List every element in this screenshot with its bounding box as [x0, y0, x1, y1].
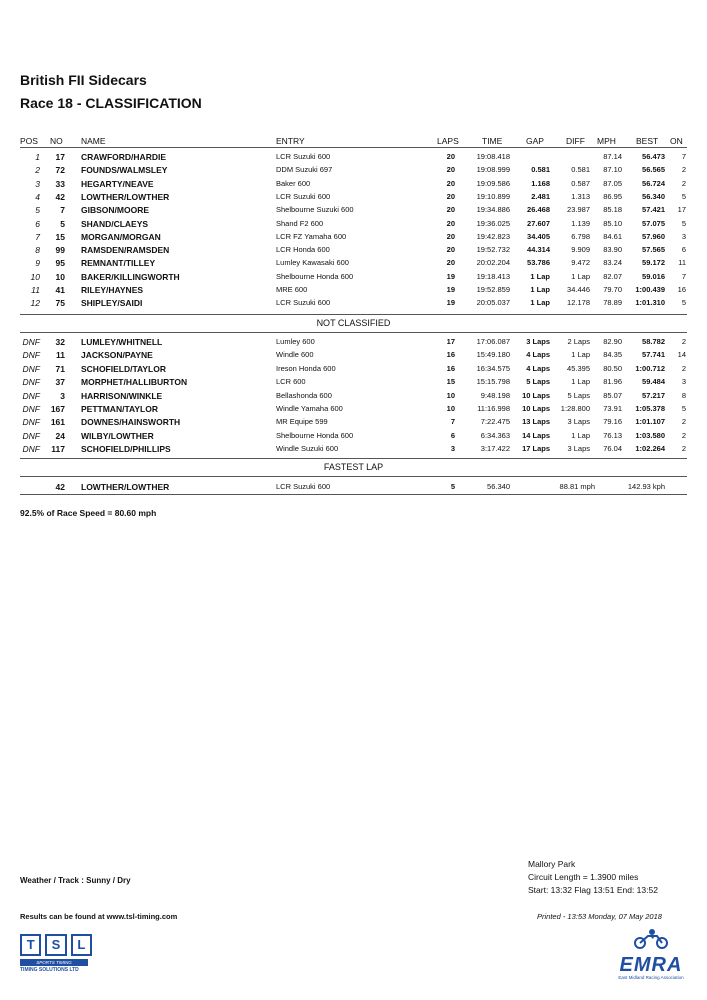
cell-time: 15:49.180 — [476, 350, 510, 360]
cell-entry: LCR Suzuki 600 — [276, 298, 331, 308]
cell-on: 16 — [677, 285, 686, 294]
cell-diff: 0.587 — [571, 178, 590, 188]
cell-no: 24 — [55, 430, 65, 441]
cell-entry: LCR FZ Yamaha 600 — [276, 231, 347, 241]
cell-laps: 17 — [446, 337, 455, 346]
fastest-lap-row — [0, 481, 707, 493]
cell-mph: 79.70 — [603, 285, 622, 294]
cell-mph: 76.04 — [603, 444, 622, 454]
cell-mph: 85.07 — [603, 390, 622, 400]
cell-no: 117 — [51, 444, 65, 455]
cell-best: 57.075 — [642, 218, 665, 228]
cell-gap: 34.405 — [527, 231, 550, 241]
col-name: NAME — [81, 136, 106, 146]
cell-entry: Shelbourne Honda 600 — [276, 271, 354, 281]
cell-no: 10 — [55, 271, 65, 282]
table-row — [0, 191, 707, 203]
cell-mph: 83.90 — [603, 245, 622, 255]
cell-pos: 2 — [35, 165, 40, 176]
cell-entry: LCR 600 — [276, 377, 306, 387]
cell-gap: 26.468 — [527, 205, 550, 215]
cell-entry: Ireson Honda 600 — [276, 363, 336, 373]
fastest-lap-kph: 142.93 kph — [627, 482, 665, 491]
cell-diff: 45.395 — [567, 363, 590, 373]
cell-name: BAKER/KILLINGWORTH — [81, 271, 180, 282]
cell-pos: DNF — [22, 377, 40, 388]
tsl-letter-l: L — [71, 934, 92, 956]
cell-best: 56.565 — [642, 165, 665, 175]
cell-laps: 10 — [446, 390, 455, 400]
cell-time: 6:34.363 — [480, 430, 510, 440]
cell-time: 11:16.998 — [477, 404, 510, 413]
cell-pos: 12 — [30, 298, 40, 309]
table-row — [0, 390, 707, 402]
cell-entry: Shelbourne Honda 600 — [276, 430, 354, 440]
cell-entry: LCR Suzuki 600 — [276, 152, 331, 161]
cell-entry: Shelbourne Suzuki 600 — [276, 205, 354, 215]
cell-best: 59.016 — [642, 271, 665, 281]
tsl-bar: SPORTS TIMING — [20, 959, 88, 966]
cell-on: 2 — [681, 417, 686, 427]
cell-on: 5 — [681, 404, 686, 413]
cell-no: 17 — [55, 152, 65, 162]
cell-laps: 7 — [450, 417, 455, 427]
cell-mph: 86.95 — [603, 191, 622, 201]
cell-mph: 80.50 — [603, 363, 622, 373]
cell-diff: 3 Laps — [567, 444, 590, 454]
cell-pos: DNF — [22, 430, 40, 441]
col-mph: MPH — [597, 136, 616, 146]
cell-mph: 87.14 — [603, 152, 622, 161]
table-row — [0, 349, 707, 361]
table-row — [0, 257, 707, 269]
cell-name: FOUNDS/WALMSLEY — [81, 165, 168, 176]
motorcycle-icon — [631, 928, 671, 950]
race-speed-note: 92.5% of Race Speed = 80.60 mph — [20, 508, 157, 518]
cell-gap: 1 Lap — [530, 271, 550, 281]
fastest-lap-time: 56.340 — [487, 482, 510, 491]
cell-diff: 1 Lap — [571, 430, 590, 440]
cell-laps: 6 — [450, 430, 455, 440]
cell-time: 20:02.204 — [476, 258, 510, 268]
cell-name: SHAND/CLAEYS — [81, 218, 149, 229]
table-row — [0, 244, 707, 256]
col-time: TIME — [482, 136, 503, 146]
cell-mph: 82.90 — [603, 337, 622, 346]
cell-gap: 17 Laps — [522, 444, 550, 454]
cell-pos: DNF — [22, 390, 40, 401]
table-row — [0, 164, 707, 176]
cell-pos: 3 — [35, 178, 40, 189]
cell-best: 57.421 — [642, 205, 665, 215]
cell-on: 5 — [681, 298, 686, 308]
cell-name: MORPHET/HALLIBURTON — [81, 377, 188, 388]
cell-on: 2 — [681, 178, 686, 188]
cell-pos: 1 — [35, 152, 40, 162]
fastest-lap-name: LOWTHER/LOWTHER — [81, 482, 170, 492]
cell-laps: 16 — [446, 350, 455, 360]
cell-mph: 73.91 — [603, 404, 622, 413]
cell-name: HARRISON/WINKLE — [81, 390, 163, 401]
cell-best: 1:00.712 — [635, 363, 665, 373]
cell-gap: 53.786 — [527, 258, 550, 268]
cell-name: PETTMAN/TAYLOR — [81, 404, 158, 414]
cell-on: 2 — [681, 444, 686, 454]
col-laps: LAPS — [437, 136, 459, 146]
cell-gap: 13 Laps — [522, 417, 550, 427]
cell-diff: 9.472 — [571, 258, 590, 268]
cell-on: 2 — [681, 337, 686, 346]
cell-time: 7:22.475 — [480, 417, 510, 427]
cell-no: 71 — [55, 363, 65, 374]
cell-name: DOWNES/HAINSWORTH — [81, 417, 181, 428]
cell-entry: Windle 600 — [276, 350, 314, 360]
cell-name: MORGAN/MORGAN — [81, 231, 161, 242]
col-best: BEST — [636, 136, 659, 146]
cell-laps: 20 — [446, 191, 455, 201]
cell-best: 1:00.439 — [635, 285, 665, 294]
cell-laps: 20 — [446, 152, 455, 161]
cell-best: 59.484 — [642, 377, 665, 387]
table-row — [0, 336, 707, 348]
cell-name: RAMSDEN/RAMSDEN — [81, 245, 170, 256]
fastest-lap-lap: 5 — [450, 482, 455, 491]
series-title: British FII Sidecars — [20, 72, 147, 88]
table-row — [0, 403, 707, 415]
table-row — [0, 151, 707, 163]
cell-no: 15 — [55, 231, 65, 242]
cell-name: HEGARTY/NEAVE — [81, 178, 154, 189]
fastest-lap-bottom-divider — [20, 494, 687, 495]
cell-time: 19:34.886 — [476, 205, 510, 215]
cell-mph: 87.10 — [603, 165, 622, 175]
cell-entry: Shand F2 600 — [276, 218, 324, 228]
cell-time: 19:08.999 — [476, 165, 510, 175]
cell-no: 7 — [60, 205, 65, 216]
printed-timestamp: Printed - 13:53 Monday, 07 May 2018 — [537, 912, 662, 921]
cell-on: 11 — [678, 258, 686, 268]
cell-pos: 9 — [35, 258, 40, 269]
cell-best: 59.172 — [642, 258, 665, 268]
cell-gap: 0.581 — [531, 165, 550, 175]
cell-gap: 3 Laps — [526, 337, 550, 346]
table-row — [0, 376, 707, 388]
cell-name: SCHOFIELD/PHILLIPS — [81, 444, 171, 455]
cell-mph: 83.24 — [603, 258, 622, 268]
fastest-lap-no: 42 — [55, 482, 65, 492]
cell-best: 56.340 — [642, 191, 665, 201]
cell-no: 161 — [50, 417, 65, 428]
col-entry: ENTRY — [276, 136, 305, 146]
table-row — [0, 231, 707, 243]
race-times: Start: 13:32 Flag 13:51 End: 13:52 — [528, 885, 658, 895]
cell-no: 33 — [55, 178, 65, 189]
cell-no: 32 — [55, 337, 65, 347]
cell-name: CRAWFORD/HARDIE — [81, 152, 166, 162]
not-classified-divider-2 — [20, 332, 687, 333]
results-url: Results can be found at www.tsl-timing.com — [20, 912, 178, 921]
cell-laps: 20 — [446, 245, 455, 255]
cell-laps: 19 — [446, 285, 455, 294]
cell-diff: 1.313 — [571, 191, 590, 201]
cell-diff: 0.581 — [571, 165, 590, 175]
cell-on: 2 — [681, 363, 686, 373]
table-row — [0, 297, 707, 309]
fastest-lap-divider — [20, 458, 687, 459]
cell-mph: 84.61 — [603, 231, 622, 241]
cell-on: 5 — [681, 218, 686, 228]
col-diff: DIFF — [566, 136, 585, 146]
cell-laps: 10 — [446, 404, 455, 413]
cell-laps: 20 — [446, 178, 455, 188]
cell-pos: 6 — [35, 218, 40, 229]
cell-no: 72 — [55, 165, 65, 176]
cell-time: 20:05.037 — [476, 298, 510, 308]
cell-diff: 1 Lap — [571, 350, 590, 360]
cell-gap: 27.607 — [527, 218, 550, 228]
cell-no: 99 — [55, 245, 65, 256]
cell-name: LUMLEY/WHITNELL — [81, 337, 163, 347]
cell-no: 42 — [55, 191, 65, 202]
cell-no: 3 — [60, 390, 65, 401]
cell-diff: 2 Laps — [567, 337, 590, 346]
cell-on: 5 — [681, 191, 686, 201]
cell-time: 19:18.413 — [476, 271, 510, 281]
cell-entry: MRE 600 — [276, 285, 308, 294]
table-row — [0, 416, 707, 428]
cell-name: JACKSON/PAYNE — [81, 350, 153, 361]
cell-diff: 1.139 — [571, 218, 590, 228]
fastest-lap-mph: 88.81 mph — [559, 482, 595, 491]
cell-pos: 7 — [35, 231, 40, 242]
tsl-letter-t: T — [20, 934, 41, 956]
cell-pos: DNF — [22, 337, 40, 347]
col-no: NO — [50, 136, 63, 146]
cell-entry: Windle Yamaha 600 — [276, 404, 343, 413]
cell-pos: 8 — [35, 245, 40, 256]
cell-on: 8 — [681, 390, 686, 400]
fastest-lap-entry: LCR Suzuki 600 — [276, 482, 331, 491]
cell-on: 2 — [681, 430, 686, 440]
cell-entry: Baker 600 — [276, 178, 311, 188]
cell-on: 2 — [681, 165, 686, 175]
cell-diff: 5 Laps — [567, 390, 590, 400]
cell-laps: 20 — [446, 231, 455, 241]
cell-no: 11 — [56, 350, 65, 361]
cell-no: 5 — [60, 218, 65, 229]
cell-no: 41 — [55, 285, 65, 295]
cell-pos: DNF — [22, 444, 40, 455]
cell-best: 57.741 — [642, 350, 665, 360]
cell-time: 19:08.418 — [476, 152, 510, 161]
cell-time: 9:48.198 — [480, 390, 510, 400]
cell-diff: 1 Lap — [571, 377, 590, 387]
cell-on: 14 — [677, 350, 686, 360]
cell-laps: 20 — [446, 165, 455, 175]
cell-diff: 3 Laps — [567, 417, 590, 427]
col-pos: POS — [20, 136, 38, 146]
cell-entry: MR Equipe 599 — [276, 417, 328, 427]
cell-name: GIBSON/MOORE — [81, 205, 150, 216]
cell-pos: DNF — [22, 363, 40, 374]
cell-pos: DNF — [22, 350, 40, 361]
cell-entry: LCR Honda 600 — [276, 245, 330, 255]
cell-laps: 19 — [446, 298, 455, 308]
cell-entry: DDM Suzuki 697 — [276, 165, 333, 175]
cell-laps: 3 — [450, 444, 455, 454]
table-row — [0, 218, 707, 230]
col-gap: GAP — [526, 136, 544, 146]
cell-time: 19:09.586 — [476, 178, 510, 188]
race-title: Race 18 - CLASSIFICATION — [20, 95, 202, 111]
cell-mph: 81.96 — [603, 377, 622, 387]
col-on: ON — [670, 136, 683, 146]
cell-diff: 1:28.800 — [560, 404, 590, 413]
cell-diff: 12.178 — [567, 298, 590, 308]
cell-best: 56.724 — [642, 178, 665, 188]
cell-laps: 16 — [446, 363, 455, 373]
cell-laps: 15 — [446, 377, 455, 387]
cell-mph: 87.05 — [603, 178, 622, 188]
table-row — [0, 271, 707, 283]
cell-mph: 85.18 — [603, 205, 622, 215]
fastest-lap-divider-2 — [20, 476, 687, 477]
cell-entry: Windle Suzuki 600 — [276, 444, 339, 454]
venue-name: Mallory Park — [528, 859, 576, 869]
cell-laps: 19 — [446, 271, 455, 281]
cell-name: LOWTHER/LOWTHER — [81, 191, 170, 202]
cell-name: RILEY/HAYNES — [81, 285, 144, 295]
cell-pos: 11 — [31, 285, 40, 295]
cell-no: 95 — [55, 258, 65, 269]
cell-entry: Lumley 600 — [276, 337, 315, 346]
cell-time: 19:10.899 — [476, 191, 510, 201]
cell-best: 57.960 — [642, 231, 665, 241]
cell-mph: 85.10 — [603, 218, 622, 228]
cell-on: 17 — [677, 205, 686, 215]
fastest-lap-heading: FASTEST LAP — [323, 462, 384, 472]
cell-laps: 20 — [446, 218, 455, 228]
cell-on: 7 — [681, 152, 686, 161]
tsl-letter-s: S — [45, 934, 66, 956]
cell-time: 19:52.859 — [476, 285, 510, 294]
cell-name: WILBY/LOWTHER — [81, 430, 154, 441]
cell-name: REMNANT/TILLEY — [81, 258, 156, 269]
cell-mph: 84.35 — [603, 350, 622, 360]
cell-gap: 10 Laps — [522, 404, 550, 413]
cell-mph: 78.89 — [603, 298, 622, 308]
cell-entry: LCR Suzuki 600 — [276, 191, 331, 201]
cell-gap: 44.314 — [527, 245, 550, 255]
cell-pos: DNF — [22, 404, 40, 414]
cell-time: 19:42.823 — [476, 231, 510, 241]
cell-time: 17:06.087 — [476, 337, 510, 346]
cell-entry: Lumley Kawasaki 600 — [276, 258, 349, 268]
cell-gap: 10 Laps — [522, 390, 550, 400]
not-classified-divider — [20, 314, 687, 315]
cell-best: 1:02.264 — [635, 444, 665, 454]
cell-best: 58.782 — [642, 337, 665, 346]
cell-time: 3:17.422 — [480, 444, 510, 454]
cell-gap: 1 Lap — [530, 298, 550, 308]
cell-gap: 14 Laps — [522, 430, 550, 440]
cell-gap: 1.168 — [531, 178, 550, 188]
cell-best: 56.473 — [642, 152, 665, 161]
cell-best: 57.217 — [642, 390, 665, 400]
cell-best: 1:01.107 — [635, 417, 665, 427]
cell-entry: Bellashonda 600 — [276, 390, 332, 400]
table-row — [0, 363, 707, 375]
cell-mph: 79.16 — [603, 417, 622, 427]
cell-best: 57.565 — [642, 245, 665, 255]
header-divider — [20, 147, 687, 148]
cell-best: 1:01.310 — [635, 298, 665, 308]
cell-no: 75 — [55, 298, 65, 309]
cell-best: 1:05.378 — [635, 404, 665, 413]
cell-name: SHIPLEY/SAIDI — [81, 298, 143, 309]
table-row — [0, 204, 707, 216]
cell-laps: 20 — [446, 205, 455, 215]
table-row — [0, 178, 707, 190]
cell-gap: 5 Laps — [526, 377, 550, 387]
cell-gap: 4 Laps — [526, 363, 550, 373]
cell-mph: 76.13 — [603, 430, 622, 440]
cell-time: 19:52.732 — [476, 245, 510, 255]
tsl-logo — [20, 934, 92, 973]
cell-on: 3 — [681, 231, 686, 241]
weather-track: Weather / Track : Sunny / Dry — [20, 876, 131, 885]
circuit-length: Circuit Length = 1.3900 miles — [528, 872, 639, 882]
cell-diff: 6.798 — [571, 231, 590, 241]
emra-wordmark: EMRA — [619, 954, 683, 976]
cell-pos: DNF — [22, 417, 40, 428]
cell-on: 3 — [681, 377, 686, 387]
cell-time: 19:36.025 — [476, 218, 510, 228]
cell-gap: 2.481 — [531, 191, 550, 201]
cell-laps: 20 — [446, 258, 455, 268]
not-classified-heading: NOT CLASSIFIED — [316, 318, 391, 328]
emra-logo — [615, 928, 687, 980]
cell-pos: 10 — [30, 271, 40, 282]
table-row — [0, 443, 707, 455]
cell-name: SCHOFIELD/TAYLOR — [81, 363, 167, 374]
cell-time: 16:34.575 — [476, 363, 510, 373]
cell-gap: 4 Laps — [526, 350, 550, 360]
cell-gap: 1 Lap — [530, 285, 550, 294]
cell-diff: 34.446 — [567, 285, 590, 294]
emra-subtitle: East Midland Racing Association — [618, 975, 684, 980]
cell-best: 1:03.580 — [635, 430, 665, 440]
table-row — [0, 430, 707, 442]
table-row — [0, 284, 707, 296]
cell-diff: 1 Lap — [571, 271, 590, 281]
cell-time: 15:15.798 — [476, 377, 510, 387]
cell-diff: 9.909 — [571, 245, 590, 255]
tsl-subtitle: TIMING SOLUTIONS LTD — [20, 967, 79, 973]
cell-no: 37 — [55, 377, 65, 388]
cell-pos: 4 — [35, 191, 40, 202]
cell-diff: 23.987 — [567, 205, 590, 215]
column-header-row — [0, 135, 707, 147]
cell-mph: 82.07 — [603, 271, 622, 281]
cell-on: 7 — [681, 271, 686, 281]
cell-pos: 5 — [35, 205, 40, 216]
cell-on: 6 — [681, 245, 686, 255]
cell-no: 167 — [50, 404, 65, 414]
